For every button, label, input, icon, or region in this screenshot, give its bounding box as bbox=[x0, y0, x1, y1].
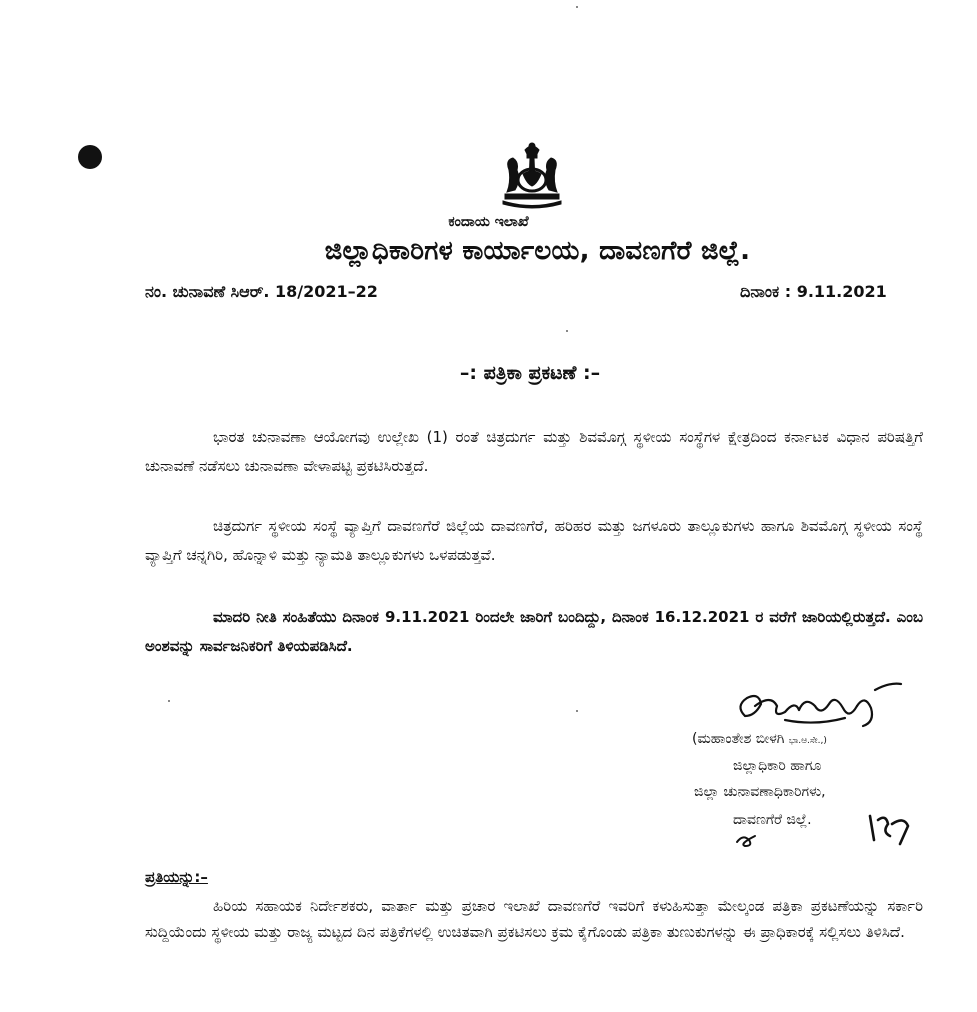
press-release-title: –: ಪತ್ರಿಕಾ ಪ್ರಕಟಣೆ :– bbox=[459, 362, 601, 384]
department-name: ಕಂದಾಯ ಇಲಾಖೆ bbox=[448, 214, 529, 230]
initials-scribble bbox=[864, 810, 914, 848]
scan-speck bbox=[168, 700, 170, 702]
signatory-name-text: (ಮಹಾಂತೇಶ ಬೀಳಗಿ bbox=[692, 731, 785, 747]
signatory-role-line-3: ದಾವಣಗೆರೆ ಜಿಲ್ಲೆ. bbox=[733, 812, 812, 828]
scan-speck bbox=[576, 710, 578, 712]
handwritten-signature bbox=[725, 676, 905, 736]
karnataka-emblem-icon bbox=[497, 140, 567, 210]
signatory-name bbox=[692, 731, 827, 747]
signatory-role-line-2: ಜಿಲ್ಲಾ ಚುನಾವಣಾಧಿಕಾರಿಗಳು, bbox=[694, 784, 826, 800]
body-paragraph-3: ಮಾದರಿ ನೀತಿ ಸಂಹಿತೆಯು ದಿನಾಂಕ 9.11.2021 ರಿಂದಲೇ ಜಾರಿಗೆ ಬಂದಿದ್ದು, ದಿನಾಂಕ 16.12.2021 ರ ವರೆಗೆ ಜಾರಿಯಲ್ಲಿರುತ್ತದೆ. ಎಂಬ ಅಂಶವನ್ನು ಸಾರ್ವಜನಿಕರಿಗೆ ತಿಳಿಯಪಡಿಸಿದೆ. bbox=[145, 608, 923, 655]
copy-to-heading: ಪ್ರತಿಯನ್ನು:– bbox=[145, 868, 208, 886]
reference-number: ನಂ. ಚುನಾವಣೆ ಸಿಆರ್. 18/2021–22 bbox=[145, 282, 378, 301]
body-paragraph-2: ಚಿತ್ರದುರ್ಗ ಸ್ಥಳೀಯ ಸಂಸ್ಥೆ ವ್ಯಾಪ್ತಿಗೆ ದಾವಣಗೆರೆ ಜಿಲ್ಲೆಯ ದಾವಣಗೆರೆ, ಹರಿಹರ ಮತ್ತು ಜಗಳೂರು ತಾಲ್ಲೂಕುಗಳು ಹಾಗೂ ಶಿವಮೊಗ್ಗ ಸ್ಥಳೀಯ ಸಂಸ್ಥೆ ವ್ಯಾಪ್ತಿಗೆ ಚನ್ನಗಿರಿ, ಹೊನ್ನಾಳಿ ಮತ್ತು ನ್ಯಾಮತಿ ತಾಲ್ಲೂಕುಗಳು ಒಳಪಡುತ್ತವೆ. bbox=[145, 517, 923, 564]
scan-speck bbox=[566, 330, 568, 332]
body-paragraph-1: ಭಾರತ ಚುನಾವಣಾ ಆಯೋಗವು ಉಲ್ಲೇಖ (1) ರಂತೆ ಚಿತ್ರದುರ್ಗ ಮತ್ತು ಶಿವಮೊಗ್ಗ ಸ್ಥಳೀಯ ಸಂಸ್ಥೆಗಳ ಕ್ಷೇತ್ರದಿಂದ ಕರ್ನಾಟಕ ವಿಧಾನ ಪರಿಷತ್ತಿಗೆ ಚುನಾವಣೆ ನಡೆಸಲು ಚುನಾವಣಾ ವೇಳಾಪಟ್ಟಿ ಪ್ರಕಟಿಸಿರುತ್ತದೆ. bbox=[145, 428, 923, 475]
document-date: ದಿನಾಂಕ : 9.11.2021 bbox=[740, 282, 887, 301]
office-title: ಜಿಲ್ಲಾಧಿಕಾರಿಗಳ ಕಾರ್ಯಾಲಯ, ದಾವಣಗೆರೆ ಜಿಲ್ಲೆ. bbox=[324, 236, 751, 266]
signatory-role-line-1: ಜಿಲ್ಲಾಧಿಕಾರಿ ಹಾಗೂ bbox=[733, 758, 822, 774]
copy-mark-scribble bbox=[735, 832, 757, 848]
signatory-qualification: ಭಾ.ಆ.ಸೇ.,) bbox=[788, 736, 827, 746]
punch-hole-mark bbox=[78, 145, 102, 169]
scan-speck bbox=[576, 6, 578, 8]
copy-to-text: ಹಿರಿಯ ಸಹಾಯಕ ನಿರ್ದೇಶಕರು, ವಾರ್ತಾ ಮತ್ತು ಪ್ರಚಾರ ಇಲಾಖೆ ದಾವಣಗೆರೆ ಇವರಿಗೆ ಕಳುಹಿಸುತ್ತಾ ಮೇಲ್ಕಂಡ ಪತ್ರಿಕಾ ಪ್ರಕಟಣೆಯನ್ನು ಸರ್ಕಾರಿ ಸುದ್ದಿಯೆಂದು ಸ್ಥಳೀಯ ಮತ್ತು ರಾಜ್ಯ ಮಟ್ಟದ ದಿನ ಪತ್ರಿಕೆಗಳಲ್ಲಿ ಉಚಿತವಾಗಿ ಪ್ರಕಟಿಸಲು ಕ್ರಮ ಕೈಗೊಂಡು ಪತ್ರಿಕಾ ತುಣುಕುಗಳನ್ನು ಈ ಪ್ರಾಧಿಕಾರಕ್ಕೆ ಸಲ್ಲಿಸಲು ತಿಳಿಸಿದೆ. bbox=[145, 897, 923, 941]
